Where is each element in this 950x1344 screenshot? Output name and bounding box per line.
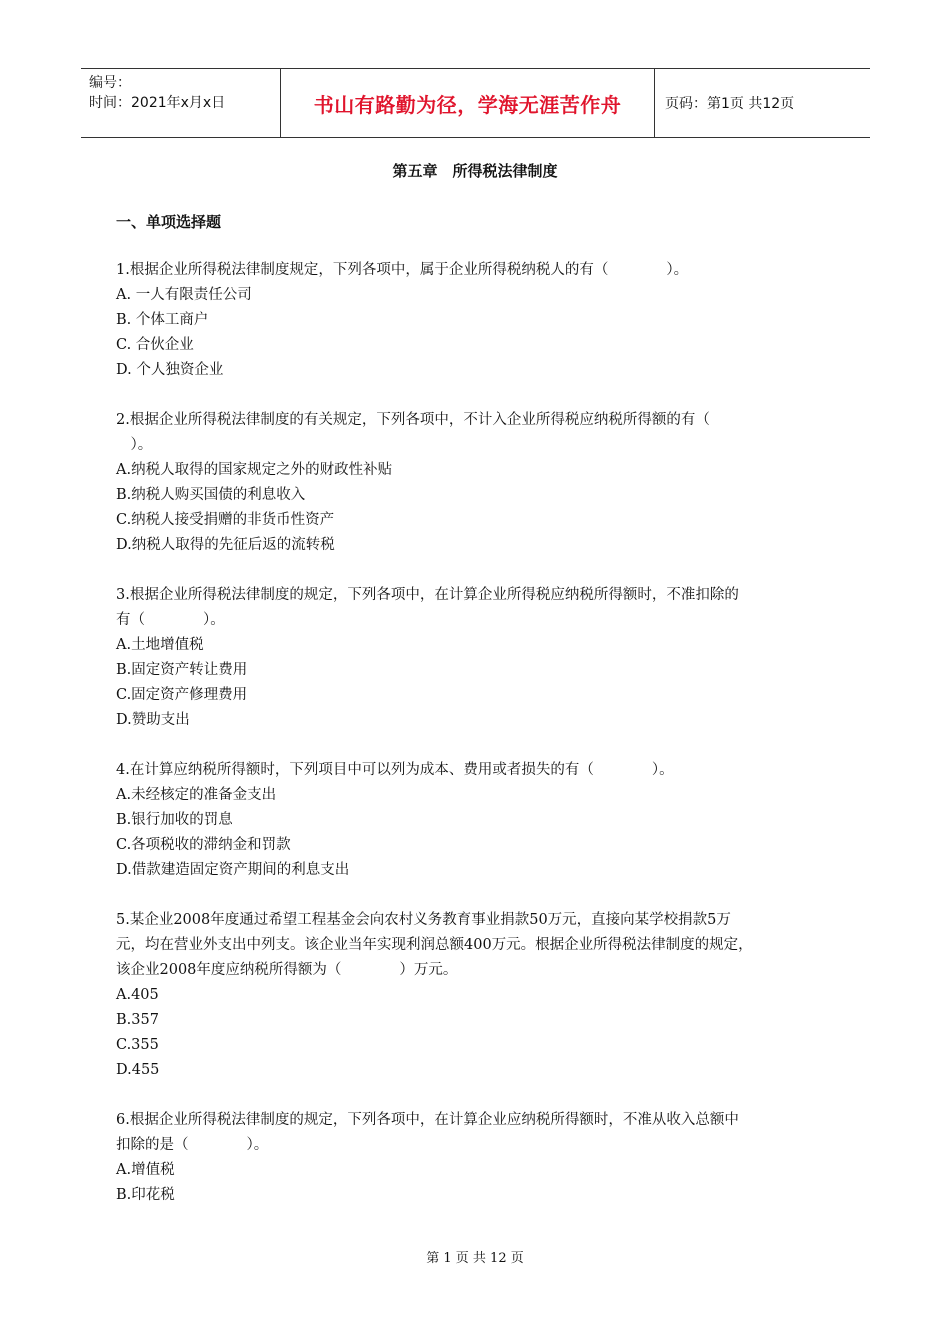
answer-option: C.纳税人接受捐赠的非货币性资产 [116,512,335,528]
question-item [116,408,846,558]
document-header [81,68,870,138]
answer-option: A.土地增值税 [116,637,204,653]
answer-option: B.357 [116,1012,159,1028]
answer-option: D. 个人独资企业 [116,362,224,378]
question-stem-line: 元，均在营业外支出中列支。该企业当年实现利润总额400万元。根据企业所得税法律制度的规定， [116,937,753,953]
answer-option: D.纳税人取得的先征后返的流转税 [116,537,335,553]
answer-option: D.455 [116,1062,160,1078]
answer-option: B.印花税 [116,1187,175,1203]
answer-option: B.银行加收的罚息 [116,812,233,828]
question-stem-line: ）。 [116,437,153,453]
answer-option: B.纳税人购买国债的利息收入 [116,487,306,503]
page-info: 页码：第1页 共12页 [665,96,795,112]
question-item [116,258,846,383]
time-label: 时间：2021年x月x日 [89,95,226,111]
answer-option: D.赞助支出 [116,712,190,728]
answer-option: B. 个体工商户 [116,312,209,328]
answer-option: A.增值税 [116,1162,175,1178]
answer-option: B.固定资产转让费用 [116,662,248,678]
answer-option: C.固定资产修理费用 [116,687,248,703]
question-stem-line: 扣除的是（ ）。 [116,1137,269,1153]
question-stem-line: 4.在计算应纳税所得额时，下列项目中可以列为成本、费用或者损失的有（ ）。 [116,762,674,778]
answer-option: C.355 [116,1037,159,1053]
question-stem-line: 5.某企业2008年度通过希望工程基金会向农村义务教育事业捐款50万元，直接向某学校捐款5万 [116,912,731,928]
answer-option: A. 一人有限责任公司 [116,287,252,303]
header-meta [81,69,281,137]
question-stem-line: 1.根据企业所得税法律制度规定，下列各项中，属于企业所得税纳税人的有（ ）。 [116,262,689,278]
chapter-title: 第五章 所得税法律制度 [392,162,558,180]
answer-option: D.借款建造固定资产期间的利息支出 [116,862,350,878]
question-item [116,583,846,733]
question-stem-line: 该企业2008年度应纳税所得额为（ ）万元。 [116,962,458,978]
question-item [116,758,846,883]
answer-option: C.各项税收的滞纳金和罚款 [116,837,291,853]
question-item [116,908,846,1083]
answer-option: A.未经核定的准备金支出 [116,787,277,803]
page-footer: 第 1 页 共 12 页 [426,1251,524,1266]
question-item [116,1108,846,1208]
question-list [116,258,846,1233]
number-label: 编号： [89,75,131,91]
question-stem-line: 有（ ）。 [116,612,225,628]
answer-option: A.405 [116,987,159,1003]
answer-option: A.纳税人取得的国家规定之外的财政性补贴 [116,462,393,478]
section-title: 一、单项选择题 [116,213,222,231]
question-stem-line: 6.根据企业所得税法律制度的规定，下列各项中，在计算企业应纳税所得额时，不准从收入总额中 [116,1112,739,1128]
answer-option: C. 合伙企业 [116,337,194,353]
question-stem-line: 2.根据企业所得税法律制度的有关规定，下列各项中，不计入企业所得税应纳税所得额的有（ [116,412,710,428]
header-motto: 书山有路勤为径，学海无涯苦作舟 [281,69,655,137]
question-stem-line: 3.根据企业所得税法律制度的规定，下列各项中，在计算企业所得税应纳税所得额时，不准扣除的 [116,587,739,603]
